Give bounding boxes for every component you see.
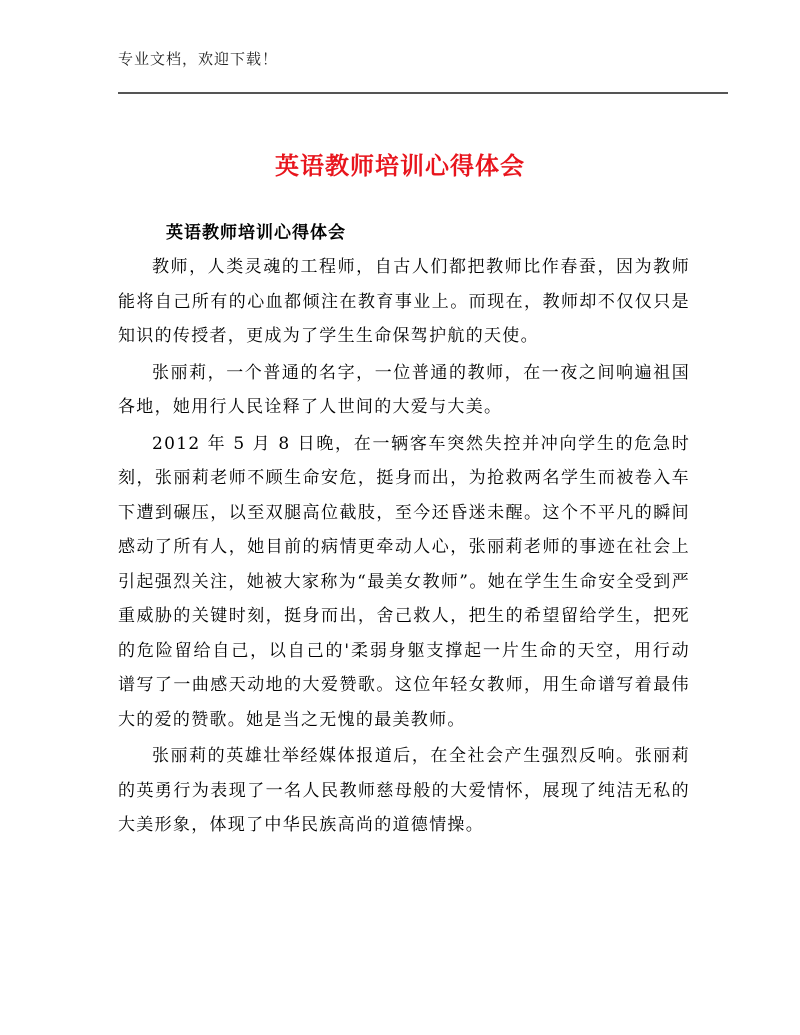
document-body: [118, 216, 690, 843]
paragraph-2: 张丽莉，一个普通的名字，一位普通的教师，在一夜之间响遍祖国各地，她用行人民诠释了人世间的大爱与大美。: [118, 362, 690, 417]
paragraph-1: 教师，人类灵魂的工程师，自古人们都把教师比作春蚕，因为教师能将自己所有的心血都倾注在教育事业上。而现在，教师却不仅仅只是知识的传授者，更成为了学生生命保驾护航的天使。: [118, 257, 690, 346]
paragraph-3: 2012 年 5 月 8 日晚，在一辆客车突然失控并冲向学生的危急时刻，张丽莉老师不顾生命安危，挺身而出，为抢救两名学生而被卷入车下遭到碾压，以至双腿高位截肢，至今还昏迷未醒。这个不平凡的瞬间感动了所有人，她目前的病情更牵动人心，张丽莉老师的事迹在社会上引起强烈关注，她被大家称为“最美女教师”。她在学生生命安全受到严重威胁的关键时刻，挺身而出，舍己救人，把生的希望留给学生，把死的危险留给自己，以自己的'柔弱身躯支撑起一片生命的天空，用行动谱写了一曲感天动地的大爱赞歌。这位年轻女教师，用生命谱写着最伟大的爱的赞歌。她是当之无愧的最美教师。: [118, 433, 690, 730]
header-divider: [118, 92, 728, 94]
document-title: 英语教师培训心得体会: [275, 152, 525, 180]
header-note: 专业文档，欢迎下载！: [118, 50, 279, 68]
document-subtitle: 英语教师培训心得体会: [166, 223, 346, 243]
paragraph-4: 张丽莉的英雄壮举经媒体报道后，在全社会产生强烈反响。张丽莉的英勇行为表现了一名人民教师慈母般的大爱情怀，展现了纯洁无私的大美形象，体现了中华民族高尚的道德情操。: [118, 746, 690, 835]
